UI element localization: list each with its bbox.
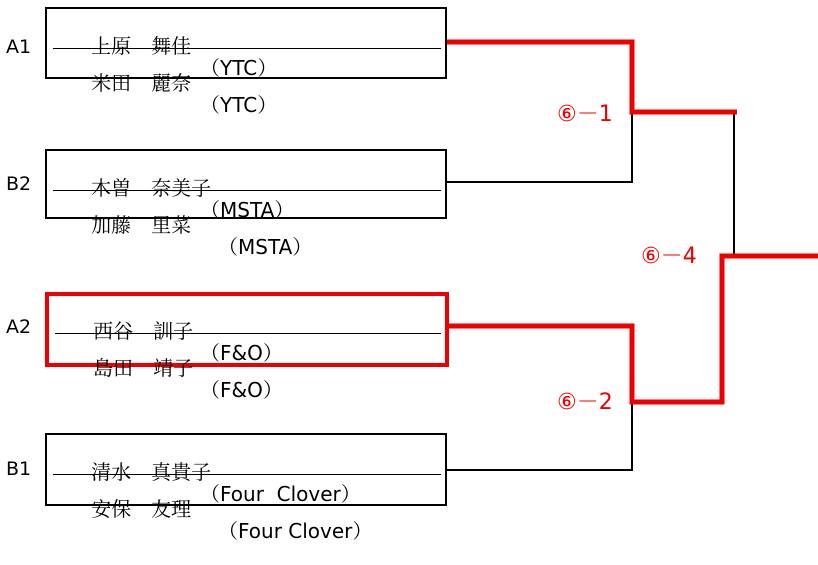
- player-name: 島田 靖子: [93, 356, 194, 380]
- seed-label: A2: [6, 316, 32, 338]
- player-name: 米田 麗奈: [91, 71, 192, 95]
- player-team: （Four Clover）: [200, 482, 361, 506]
- player-name: 西谷 訓子: [93, 319, 194, 343]
- seed-label: B2: [6, 173, 32, 195]
- player-name: 木曽 奈美子: [91, 176, 212, 200]
- match-label: ⑥－1: [557, 102, 613, 127]
- player-team: （F&O）: [200, 378, 283, 402]
- player-name: 安保 友理: [91, 497, 192, 521]
- player-team: （MSTA）: [200, 198, 295, 222]
- player-name: 上原 舞佳: [91, 34, 192, 58]
- seed-label: B1: [6, 458, 32, 480]
- player-team: （F&O）: [200, 341, 283, 365]
- match-label: ⑥－4: [641, 244, 697, 269]
- player-team: （Four Clover）: [218, 519, 373, 543]
- player-name: 加藤 里菜: [91, 213, 192, 237]
- seed-label: A1: [6, 36, 32, 58]
- player-team: （YTC）: [200, 56, 278, 80]
- player-name: 清水 真貴子: [91, 460, 212, 484]
- player-team: （MSTA）: [218, 235, 313, 259]
- match-label: ⑥－2: [557, 390, 613, 415]
- winner-line: [447, 256, 818, 402]
- player-team: （YTC）: [200, 93, 278, 117]
